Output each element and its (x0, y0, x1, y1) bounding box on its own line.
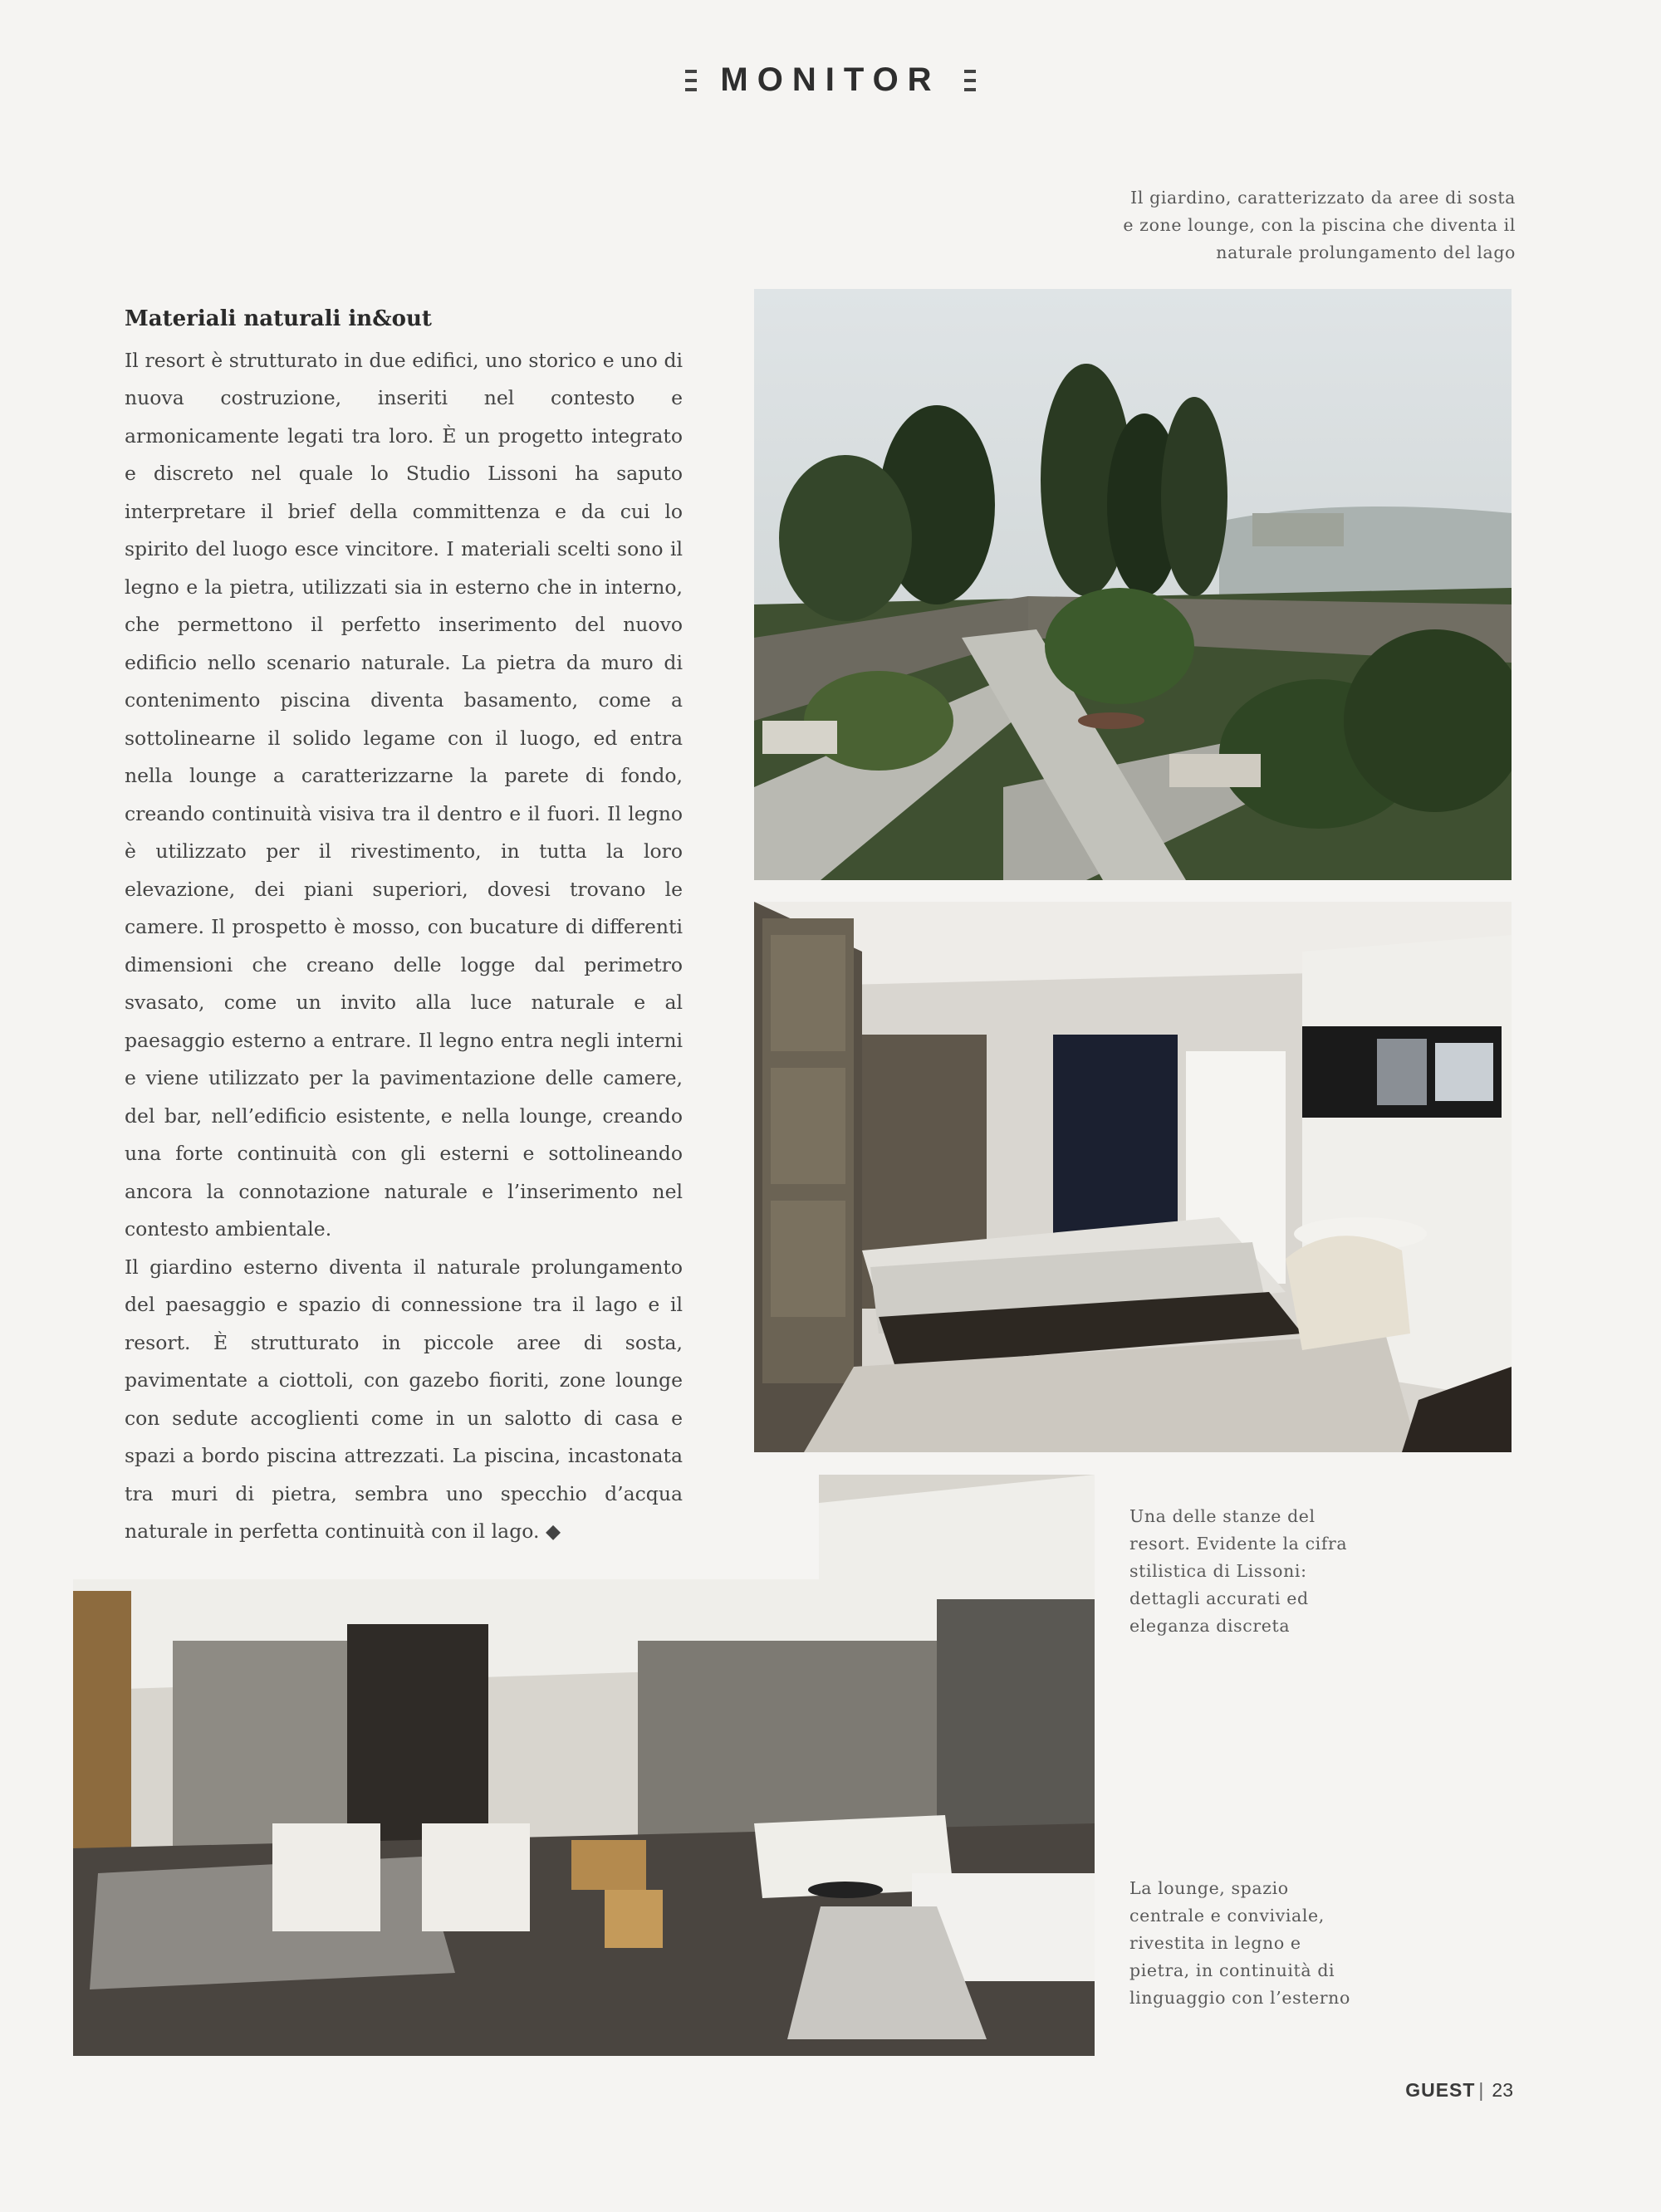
lounge-caption (1129, 1875, 1379, 2012)
caption-line: centrale e conviviale, (1129, 1906, 1325, 1926)
magazine-name: GUEST (1405, 2079, 1476, 2101)
menu-bars-icon (685, 70, 697, 91)
end-mark-icon: ◆ (545, 1520, 561, 1543)
lounge-photo (73, 1475, 1095, 2056)
page-footer (1405, 2079, 1513, 2102)
garden-caption (1100, 184, 1516, 267)
caption-line: Una delle stanze del (1129, 1506, 1316, 1526)
menu-bars-icon (964, 70, 976, 91)
garden-photo (754, 289, 1512, 880)
room-caption (1129, 1503, 1379, 1640)
page-header (0, 61, 1661, 99)
article-paragraph-1: Il resort è strutturato in due edifici, uno storico e uno di nuova costruzione, inseriti nel contesto e armonicamente legati tra loro. È un progetto integrato e discreto nel quale lo Studio Lissoni ha saputo interpretare il brief della committenza e da cui lo spirito del luogo esce vincitore. I materiali scelti sono il legno e la pietra, utilizzati sia in esterno che in interno, che permettono il perfetto inserimento del nuovo edificio nello scenario naturale. La pietra da muro di contenimento piscina diventa basamento, come a sottolinearne il solido legame con il luogo, ed entra nella lounge a caratterizzarne la parete di fondo, creando continuità visiva tra il dentro e il fuori. Il legno è utilizzato per il rivestimento, in tutta la loro elevazione, dei piani superiori, dovesi trovano le camere. Il prospetto è mosso, con bucature di differenti dimensioni che creano delle logge dal perimetro svasato, come un invito alla luce naturale e al paesaggio esterno a entrare. Il legno entra negli interni e viene utilizzato per la pavimentazione delle camere, del bar, nell’edificio esistente, e nella lounge, creando una forte continuità con gli esterni e sottolineando ancora la connotazione naturale e l’inserimento nel contesto ambientale. (125, 348, 683, 1241)
caption-line: resort. Evidente la cifra (1129, 1534, 1348, 1554)
caption-line: eleganza discreta (1129, 1616, 1291, 1636)
caption-line: rivestita in legno e (1129, 1933, 1301, 1953)
caption-line: La lounge, spazio (1129, 1878, 1289, 1898)
page-number: 23 (1492, 2079, 1513, 2101)
caption-line: e zone lounge, con la piscina che diventa il (1123, 215, 1516, 235)
article-body (125, 301, 683, 1551)
caption-line: naturale prolungamento del lago (1216, 242, 1516, 262)
section-title: MONITOR (720, 61, 941, 98)
paragraph-text: Il giardino esterno diventa il naturale prolungamento del paesaggio e spazio di connessione tra il lago e il resort. È strutturato in piccole aree di sosta, pavimentate a ciottoli, con gazebo fioriti, zone lounge con sedute accoglienti come in un salotto di casa e spazi a bordo piscina attrezzati. La piscina, incastonata tra muri di pietra, sembra uno specchio d’acqua naturale in perfetta continuità con il lago. (125, 1255, 683, 1543)
caption-line: pietra, in continuità di (1129, 1960, 1335, 1980)
caption-line: dettagli accurati ed (1129, 1588, 1309, 1608)
caption-line: linguaggio con l’esterno (1129, 1988, 1350, 2008)
article-heading: Materiali naturali in&out (125, 306, 432, 331)
caption-line: Il giardino, caratterizzato da aree di sosta (1130, 188, 1516, 208)
footer-separator: | (1478, 2079, 1484, 2101)
bedroom-photo (754, 902, 1512, 1452)
caption-line: stilistica di Lissoni: (1129, 1561, 1307, 1581)
